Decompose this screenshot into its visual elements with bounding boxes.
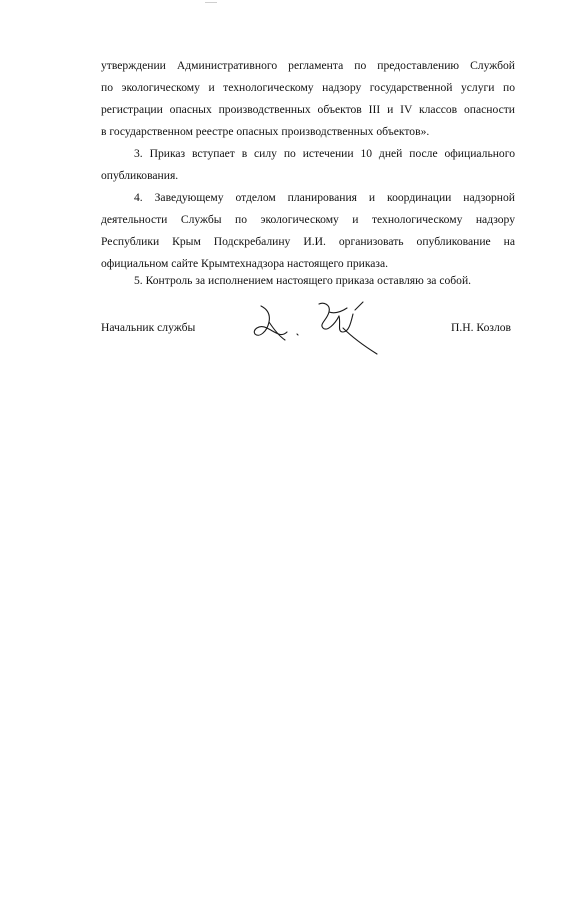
signature-block — [101, 318, 515, 368]
text-line: по экологическому и технологическому надзору государственной услуги по — [101, 81, 515, 94]
text-line: 3. Приказ вступает в силу по истечении 10 дней после официального — [134, 147, 515, 160]
signer-position: Начальник службы — [101, 321, 196, 334]
text-line: 4. Заведующему отделом планирования и координации надзорной — [134, 191, 515, 204]
text-line: утверждении Административного регламента по предоставлению Службой — [101, 59, 515, 72]
text-line: в государственном реестре опасных производственных объектов». — [101, 125, 430, 138]
order-item-4 — [101, 187, 515, 275]
signer-name: П.Н. Козлов — [450, 321, 511, 334]
text-line: опубликования. — [101, 169, 179, 182]
order-item-3 — [101, 143, 515, 187]
text-line: Республики Крым Подскребалину И.И. организовать опубликование на — [101, 235, 515, 248]
order-item-5 — [101, 270, 515, 292]
handwritten-signature — [251, 298, 401, 368]
scan-mark — [205, 2, 217, 3]
text-line: официальном сайте Крымтехнадзора настоящего приказа. — [101, 257, 389, 270]
text-line: регистрации опасных производственных объектов III и IV классов опасности — [101, 103, 515, 116]
text-line: 5. Контроль за исполнением настоящего приказа оставляю за собой. — [134, 274, 472, 287]
paragraph-continuation — [101, 55, 515, 143]
text-line: деятельности Службы по экологическому и технологическому надзору — [101, 213, 515, 226]
